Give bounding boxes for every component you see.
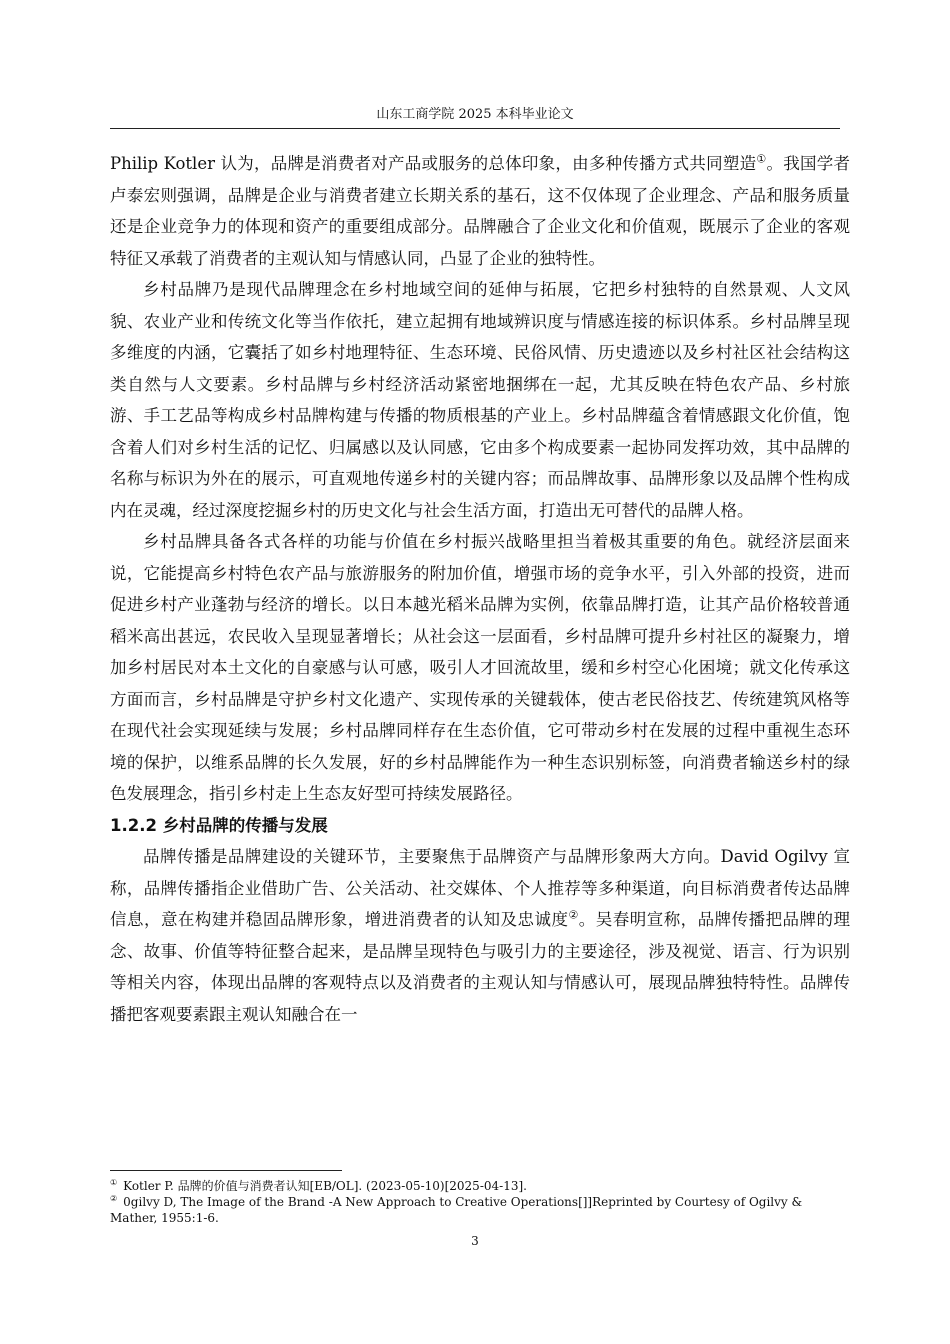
paragraph-rural-brand-concept: 乡村品牌乃是现代品牌理念在乡村地域空间的延伸与拓展，它把乡村独特的自然景观、人文风貌、农业产业和传统文化等当作依托，建立起拥有地域辨识度与情感连接的标识体系。乡村品牌呈现多维度的内涵，它囊括了如乡村地理特征、生态环境、民俗风情、历史遗迹以及乡村社区社会结构这类自然与人文要素。乡村品牌与乡村经济活动紧密地捆绑在一起，尤其反映在特色农产品、乡村旅游、手工艺品等构成乡村品牌构建与传播的物质根基的产业上。乡村品牌蕴含着情感跟文化价值，饱含着人们对乡村生活的记忆、归属感以及认同感，它由多个构成要素一起协同发挥功效，其中品牌的名称与标识为外在的展示，可直观地传递乡村的关键内容；而品牌故事、品牌形象以及品牌个性构成内在灵魂，经过深度挖掘乡村的历史文化与社会生活方面，打造出无可替代的品牌人格。 bbox=[110, 280, 850, 520]
footnotes bbox=[110, 1178, 840, 1226]
paragraph-text: Philip Kotler 认为，品牌是消费者对产品或服务的总体印象，由多种传播方式共同塑造 bbox=[110, 154, 757, 173]
footnote-ref-2[interactable]: ② bbox=[568, 908, 579, 922]
page-number: 3 bbox=[471, 1234, 479, 1248]
footnote-ref-1[interactable]: ① bbox=[756, 152, 767, 166]
footnote-mark: ② bbox=[110, 1194, 118, 1203]
header-rule bbox=[110, 128, 840, 129]
footnote-text: Kotler P. 品牌的价值与消费者认知[EB/OL]. (2023-05-10)[2025-04-13]. bbox=[123, 1179, 527, 1193]
footnote-text: 0gilvy D, The Image of the Brand -A New Approach to Creative Operations[]]Reprinted by Courtesy of Ogilvy & Mather, 1955:1-6. bbox=[110, 1195, 803, 1225]
paragraph-text: 。我国学者卢泰宏则强调，品牌是企业与消费者建立长期关系的基石，这不仅体现了企业理念、产品和服务质量还是企业竞争力的体现和资产的重要组成部分。品牌融合了企业文化和价值观，既展示了企业的客观特征又承载了消费者的主观认知与情感认同，凸显了企业的独特性。 bbox=[110, 154, 850, 268]
paragraph-text: 品牌传播是品牌建设的关键环节，主要聚焦于品牌资产与品牌形象两大方向。David Ogilvy 宣称，品牌传播指企业借助广告、公关活动、社交媒体、个人推荐等多种渠道，向目标消费者传达品牌信息，意在构建并稳固品牌形象，增进消费者的认知及忠诚度 bbox=[110, 847, 850, 929]
footnote-rule bbox=[110, 1170, 342, 1171]
running-header: 山东工商学院 2025 本科毕业论文 bbox=[376, 107, 574, 122]
footnote-mark: ① bbox=[110, 1178, 118, 1187]
paragraph-rural-brand-value: 乡村品牌具备各式各样的功能与价值在乡村振兴战略里担当着极其重要的角色。就经济层面来说，它能提高乡村特色农产品与旅游服务的附加价值，增强市场的竞争水平，引入外部的投资，进而促进乡村产业蓬勃与经济的增长。以日本越光稻米品牌为实例，依靠品牌打造，让其产品价格较普通稻米高出甚远，农民收入呈现显著增长；从社会这一层面看，乡村品牌可提升乡村社区的凝聚力，增加乡村居民对本土文化的自豪感与认可感，吸引人才回流故里，缓和乡村空心化困境；就文化传承这方面而言，乡村品牌是守护乡村文化遗产、实现传承的关键载体，使古老民俗技艺、传统建筑风格等在现代社会实现延续与发展；乡村品牌同样存在生态价值，它可带动乡村在发展的过程中重视生态环境的保护，以维系品牌的长久发展，好的乡村品牌能作为一种生态识别标签，向消费者输送乡村的绿色发展理念，指引乡村走上生态友好型可持续发展路径。 bbox=[110, 532, 850, 803]
footnote-1 bbox=[110, 1178, 840, 1194]
paragraph-brand-definition bbox=[110, 148, 850, 274]
body-text bbox=[110, 148, 850, 1030]
paragraph-brand-communication bbox=[110, 841, 850, 1030]
paragraph-text: 。吴春明宣称，品牌传播把品牌的理念、故事、价值等特征整合起来，是品牌呈现特色与吸引力的主要途径，涉及视觉、语言、行为识别等相关内容，体现出品牌的客观特点以及消费者的主观认知与情感认可，展现品牌独特特性。品牌传播把客观要素跟主观认知融合在一 bbox=[110, 910, 850, 1024]
footnote-2 bbox=[110, 1194, 840, 1226]
section-heading: 1.2.2 乡村品牌的传播与发展 bbox=[110, 815, 328, 835]
